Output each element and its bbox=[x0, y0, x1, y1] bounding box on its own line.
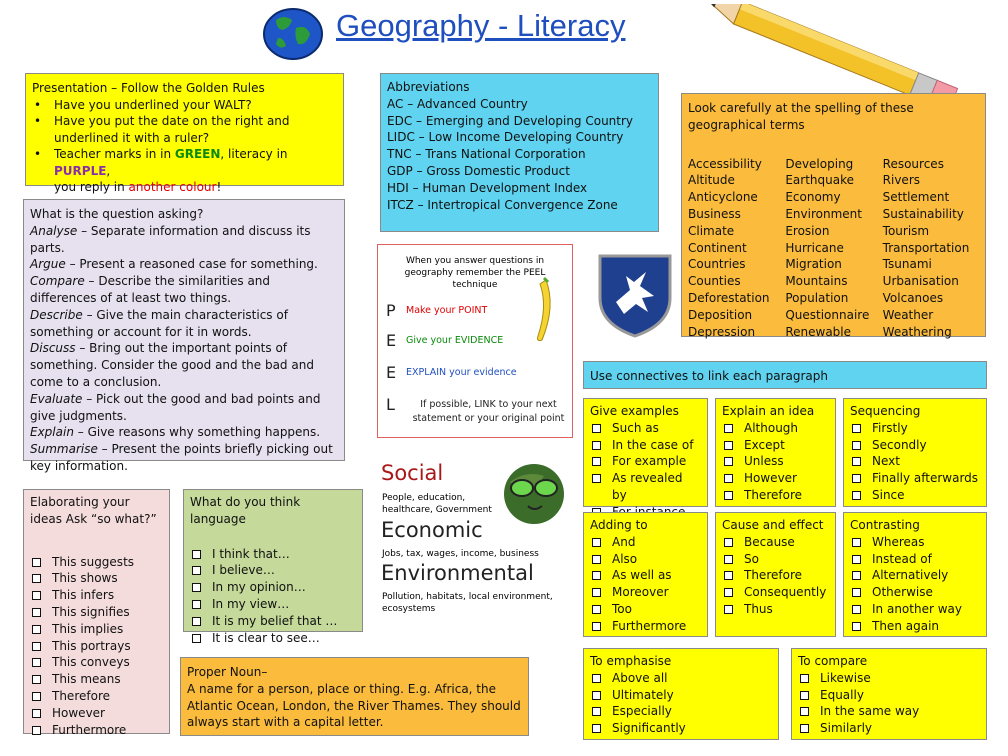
environmental-title: Environmental bbox=[381, 561, 534, 585]
spelling-term: Business bbox=[688, 206, 741, 221]
connective-item: Equally bbox=[798, 687, 980, 704]
elaborating-phrase: However bbox=[30, 705, 163, 722]
connective-group-adding bbox=[583, 512, 708, 637]
connective-group-explain bbox=[715, 398, 836, 507]
connective-item: As revealed by bbox=[590, 470, 701, 504]
connective-item: Also bbox=[590, 551, 701, 568]
question-definition: – Give the main characteristics of something or account for it in words. bbox=[30, 307, 288, 339]
abbreviation-item: AC – Advanced Country bbox=[387, 96, 528, 111]
question-definition: – Bring out the important points of something. Consider the good and the bad and come to a conclusion. bbox=[30, 341, 314, 389]
spelling-term: Continent bbox=[688, 240, 747, 255]
spelling-term: Tsunami bbox=[882, 257, 932, 272]
spelling-term: Altitude bbox=[688, 173, 735, 188]
spelling-box bbox=[681, 93, 986, 337]
question-term: Describe bbox=[30, 307, 83, 322]
question-definition: – Separate information and discuss its parts. bbox=[30, 223, 311, 255]
abbreviation-item: ITCZ – Intertropical Convergence Zone bbox=[387, 197, 618, 212]
connective-heading: Contrasting bbox=[850, 518, 920, 532]
spelling-term: Accessibility bbox=[688, 156, 762, 171]
presentation-box bbox=[25, 73, 344, 194]
abbreviation-item: EDC – Emerging and Developing Country bbox=[387, 113, 634, 128]
question-term: Compare bbox=[30, 274, 85, 289]
question-word-item bbox=[30, 441, 338, 475]
proper-noun-text: A name for a person, place or thing. E.g. Africa, the Atlantic Ocean, London, the River Thames. They should always start with a capital letter. bbox=[187, 681, 521, 730]
economic-title: Economic bbox=[381, 518, 483, 542]
connective-item: Then again bbox=[850, 618, 980, 635]
connective-item: However bbox=[722, 470, 829, 487]
spelling-term: Climate bbox=[688, 223, 735, 238]
connective-item: Ultimately bbox=[590, 687, 772, 704]
connective-group-emphasise bbox=[583, 648, 779, 740]
abbreviation-item: LIDC – Low Income Developing Country bbox=[387, 130, 624, 145]
connective-item: Finally afterwards bbox=[850, 470, 980, 487]
opinion-phrase: I think that… bbox=[190, 546, 356, 563]
elaborating-phrase: Furthermore bbox=[30, 722, 163, 739]
banana-icon bbox=[522, 276, 562, 346]
presentation-heading: Presentation – Follow the Golden Rules bbox=[32, 81, 265, 95]
peel-letter: P bbox=[386, 301, 396, 320]
elaborating-phrase: This implies bbox=[30, 621, 163, 638]
connective-item: Too bbox=[590, 601, 701, 618]
connective-item: Furthermore bbox=[590, 618, 701, 635]
connective-item: Firstly bbox=[850, 420, 980, 437]
spelling-term: Developing bbox=[785, 156, 854, 171]
question-word-item bbox=[30, 256, 338, 273]
question-term: Evaluate bbox=[30, 391, 83, 406]
question-definition: – Give reasons why something happens. bbox=[73, 425, 321, 440]
opinion-phrase: In my view… bbox=[190, 596, 356, 613]
question-term: Summarise bbox=[30, 442, 98, 457]
question-word-item bbox=[30, 424, 338, 441]
earth-sunglasses-icon bbox=[496, 462, 572, 526]
connective-item: Moreover bbox=[590, 584, 701, 601]
proper-noun-heading: Proper Noun– bbox=[187, 665, 268, 679]
globe-icon bbox=[262, 8, 324, 60]
connective-item: For example bbox=[590, 453, 701, 470]
question-definition: – Present the points briefly picking out key information. bbox=[30, 442, 333, 473]
opinion-phrase: It is clear to see… bbox=[190, 630, 356, 647]
spelling-term: Settlement bbox=[882, 190, 950, 205]
connective-list bbox=[590, 420, 701, 521]
connective-item: Above all bbox=[590, 670, 772, 687]
spelling-term: Rivers bbox=[882, 173, 920, 188]
question-word-item bbox=[30, 307, 338, 341]
connective-group-contrasting bbox=[843, 512, 987, 637]
connective-item: In another way bbox=[850, 601, 980, 618]
peel-text: Give your EVIDENCE bbox=[406, 335, 504, 346]
abbreviation-item: TNC – Trans National Corporation bbox=[387, 147, 586, 162]
spelling-term: Volcanoes bbox=[882, 290, 944, 305]
spelling-term: Depression bbox=[688, 324, 756, 339]
question-word-item bbox=[30, 273, 338, 307]
spelling-term: Resources bbox=[882, 156, 944, 171]
peel-text: EXPLAIN your evidence bbox=[406, 367, 517, 378]
spelling-term: Earthquake bbox=[785, 173, 854, 188]
connective-heading: Adding to bbox=[590, 518, 648, 532]
connective-item: Thus bbox=[722, 601, 829, 618]
elaborating-phrase: Therefore bbox=[30, 688, 163, 705]
spelling-term: Weathering bbox=[882, 324, 952, 339]
connective-group-cause bbox=[715, 512, 836, 637]
presentation-rule: • Have you put the date on the right and underlined it with a ruler? bbox=[32, 113, 337, 146]
spelling-term: Weather bbox=[882, 307, 934, 322]
crest-icon bbox=[596, 252, 674, 338]
spelling-term: Erosion bbox=[785, 223, 830, 238]
spelling-term: Urbanisation bbox=[882, 274, 959, 289]
peel-letter: E bbox=[386, 363, 397, 382]
question-definition: – Pick out the good and bad points and give judgments. bbox=[30, 391, 321, 423]
opinion-phrase: In my opinion… bbox=[190, 579, 356, 596]
social-title: Social bbox=[381, 461, 444, 485]
abbreviations-heading: Abbreviations bbox=[387, 80, 470, 94]
connective-item: Similarly bbox=[798, 720, 980, 737]
opinion-language-box bbox=[183, 489, 363, 645]
environmental-subtitle: Pollution, habitats, local environment, ecosystems bbox=[382, 592, 553, 614]
connective-item: Unless bbox=[722, 453, 829, 470]
abbreviation-item: GDP – Gross Domestic Product bbox=[387, 163, 570, 178]
connective-heading: Explain an idea bbox=[722, 404, 815, 418]
question-words-box bbox=[23, 199, 345, 473]
spelling-term: Questionnaire bbox=[785, 307, 870, 322]
presentation-rule: • Have you underlined your WALT? bbox=[32, 97, 337, 114]
connective-item: Alternatively bbox=[850, 567, 980, 584]
connective-item: Therefore bbox=[722, 567, 829, 584]
spelling-term: Deposition bbox=[688, 307, 753, 322]
spelling-term: Mountains bbox=[785, 274, 848, 289]
spelling-term: Anticyclone bbox=[688, 190, 758, 205]
elaborating-phrase: This infers bbox=[30, 587, 163, 604]
spelling-term: Migration bbox=[785, 257, 842, 272]
social-subtitle: People, education, healthcare, Government bbox=[382, 493, 492, 515]
connective-list bbox=[722, 420, 829, 504]
opinion-heading: What do you think language bbox=[190, 495, 301, 526]
elaborating-heading: Elaborating your ideas Ask “so what?” bbox=[30, 495, 157, 526]
connective-item: In the case of bbox=[590, 437, 701, 454]
question-term: Discuss bbox=[30, 341, 76, 356]
spelling-term: Sustainability bbox=[882, 206, 964, 221]
opinion-phrase: It is my belief that … bbox=[190, 613, 356, 630]
connective-item: Therefore bbox=[722, 487, 829, 504]
peel-text: If possible, LINK to your next statement or your original point bbox=[412, 399, 565, 424]
connective-item: Except bbox=[722, 437, 829, 454]
spelling-term: Transportation bbox=[882, 240, 970, 255]
question-term: Explain bbox=[30, 425, 74, 440]
connective-item: So bbox=[722, 551, 829, 568]
elaborating-phrase: This shows bbox=[30, 570, 163, 587]
spelling-term: Counties bbox=[688, 274, 741, 289]
connective-item: Significantly bbox=[590, 720, 772, 737]
spelling-heading: Look carefully at the spelling of these geographical terms bbox=[688, 101, 914, 132]
connective-item: Since bbox=[850, 487, 980, 504]
abbreviations-box bbox=[380, 73, 659, 232]
connective-item: In the same way bbox=[798, 703, 980, 720]
question-heading: What is the question asking? bbox=[30, 207, 204, 221]
spelling-term: Renewable bbox=[785, 324, 851, 339]
connectives-heading-box bbox=[583, 361, 987, 389]
connective-list bbox=[850, 420, 980, 504]
connective-group-compare bbox=[791, 648, 987, 740]
question-word-item bbox=[30, 391, 338, 425]
connective-heading: To compare bbox=[798, 654, 868, 668]
peel-text: Make your POINT bbox=[406, 305, 488, 316]
elaborating-phrase: This means bbox=[30, 671, 163, 688]
question-term: Argue bbox=[30, 257, 66, 272]
connective-item: As well as bbox=[590, 567, 701, 584]
spelling-term: Population bbox=[785, 290, 849, 305]
economic-subtitle: Jobs, tax, wages, income, business bbox=[382, 549, 539, 559]
connective-item: Consequently bbox=[722, 584, 829, 601]
connective-item: Otherwise bbox=[850, 584, 980, 601]
connective-heading: To emphasise bbox=[590, 654, 672, 668]
connective-item: Especially bbox=[590, 703, 772, 720]
connective-item: Next bbox=[850, 453, 980, 470]
elaborating-phrase: This portrays bbox=[30, 638, 163, 655]
elaborating-box bbox=[23, 489, 170, 737]
proper-noun-box bbox=[180, 657, 529, 736]
connective-item: Because bbox=[722, 534, 829, 551]
connective-list bbox=[590, 670, 772, 737]
connective-list bbox=[850, 534, 980, 635]
connective-item: Secondly bbox=[850, 437, 980, 454]
spelling-term: Economy bbox=[785, 190, 841, 205]
connective-group-sequencing bbox=[843, 398, 987, 507]
connective-item: Likewise bbox=[798, 670, 980, 687]
question-word-item bbox=[30, 340, 338, 390]
page-title: Geography - Literacy bbox=[336, 8, 626, 43]
connective-heading: Sequencing bbox=[850, 404, 921, 418]
opinion-phrase: I believe… bbox=[190, 562, 356, 579]
question-definition: – Present a reasoned case for something. bbox=[65, 257, 318, 272]
connective-list bbox=[798, 670, 980, 737]
peel-letter: E bbox=[386, 331, 397, 350]
spelling-term: Hurricane bbox=[785, 240, 844, 255]
connective-group-examples bbox=[583, 398, 708, 507]
connective-item: Such as bbox=[590, 420, 701, 437]
spelling-term: Tourism bbox=[882, 223, 930, 238]
spelling-term: Deforestation bbox=[688, 290, 770, 305]
connective-item: Although bbox=[722, 420, 829, 437]
elaborating-phrase: This suggests bbox=[30, 554, 163, 571]
connective-heading: Give examples bbox=[590, 404, 679, 418]
question-definition: – Describe the similarities and differences of at least two things. bbox=[30, 274, 271, 305]
elaborating-phrase: This conveys bbox=[30, 654, 163, 671]
connective-item: Instead of bbox=[850, 551, 980, 568]
connective-list bbox=[722, 534, 829, 618]
connective-heading: Cause and effect bbox=[722, 518, 824, 532]
question-word-item bbox=[30, 223, 338, 257]
connective-list bbox=[590, 534, 701, 635]
spelling-term: Countries bbox=[688, 257, 746, 272]
peel-intro: When you answer questions in geography remember the PEEL technique bbox=[404, 256, 546, 290]
presentation-rule: • Teacher marks in in GREEN, literacy in PURPLE, you reply in another colour! bbox=[32, 146, 337, 196]
question-term: Analyse bbox=[30, 223, 78, 238]
elaborating-phrase: This signifies bbox=[30, 604, 163, 621]
connective-item: And bbox=[590, 534, 701, 551]
connectives-heading: Use connectives to link each paragraph bbox=[590, 369, 828, 383]
spelling-term: Environment bbox=[785, 206, 862, 221]
peel-letter: L bbox=[386, 395, 395, 414]
pencil-icon bbox=[690, 4, 1008, 104]
connective-item: Whereas bbox=[850, 534, 980, 551]
abbreviation-item: HDI – Human Development Index bbox=[387, 180, 588, 195]
